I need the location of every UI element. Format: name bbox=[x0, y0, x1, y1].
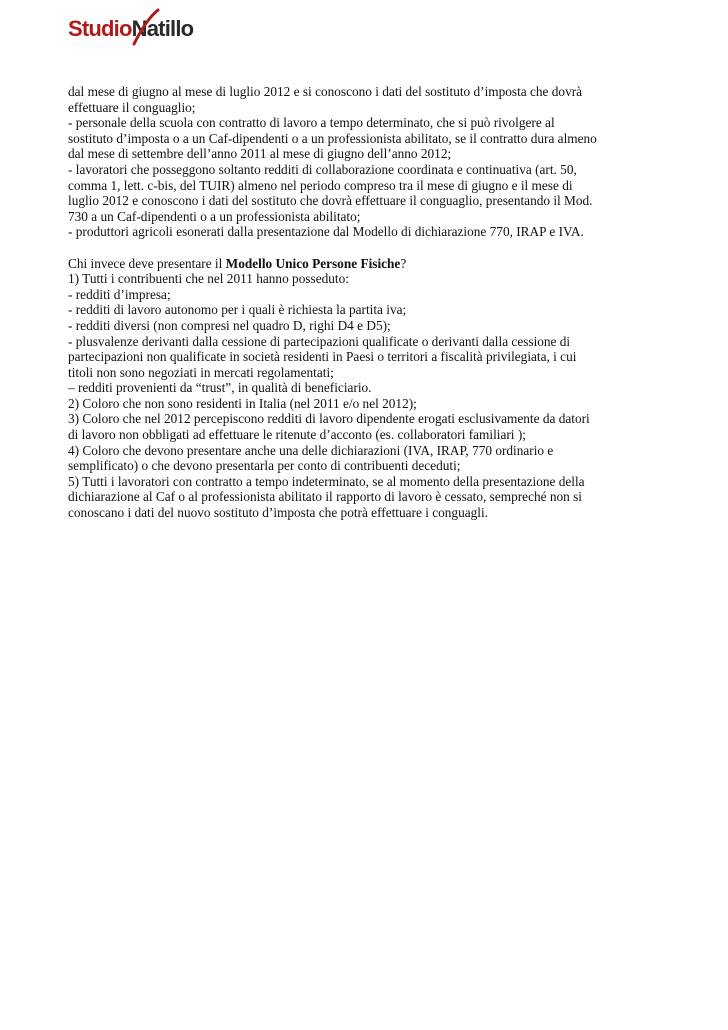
question-text-before: Chi invece deve presentare il bbox=[68, 255, 226, 271]
text-line: 1) Tutti i contribuenti che nel 2011 hanno posseduto: bbox=[68, 271, 349, 287]
studio-natillo-logo bbox=[68, 14, 193, 44]
question-model-name: Modello Unico Persone Fisiche bbox=[225, 255, 401, 271]
logo-studio-text: Studio bbox=[68, 16, 132, 41]
text-line: 5) Tutti i lavoratori con contratto a tempo indeterminato, se al momento della presentazione della bbox=[68, 473, 585, 489]
text-line: - redditi d’impresa; bbox=[68, 286, 171, 302]
document-body bbox=[68, 84, 668, 521]
text-line: 3) Coloro che nel 2012 percepiscono redditi di lavoro dipendente erogati esclusivamente da datori bbox=[68, 411, 590, 427]
paragraph-unico-requirements bbox=[68, 271, 668, 521]
text-line: sostituto d’imposta o a un Caf-dipendenti o a un professionista abilitato, se il contratto dura almeno bbox=[68, 130, 597, 146]
text-line: - personale della scuola con contratto di lavoro a tempo determinato, che si può rivolgere al bbox=[68, 115, 555, 131]
text-line: 2) Coloro che non sono residenti in Italia (nel 2011 e/o nel 2012); bbox=[68, 395, 417, 411]
text-line: partecipazioni non qualificate in società residenti in Paesi o territori a fiscalità privilegiata, i cui bbox=[68, 349, 577, 365]
text-line: - redditi di lavoro autonomo per i quali è richiesta la partita iva; bbox=[68, 302, 407, 318]
text-line: – redditi provenienti da “trust”, in qualità di beneficiario. bbox=[68, 380, 372, 396]
logo-swoosh-icon bbox=[128, 8, 164, 48]
text-line: conoscano i dati del nuovo sostituto d’imposta che potrà effettuare i conguagli. bbox=[68, 505, 488, 521]
text-line: di lavoro non obbligati ad effettuare le ritenute d’acconto (es. collaboratori familiari ); bbox=[68, 427, 526, 443]
paragraph-gap bbox=[68, 240, 668, 256]
question-mark: ? bbox=[400, 255, 407, 271]
question-heading bbox=[68, 256, 668, 272]
text-line: comma 1, lett. c-bis, del TUIR) almeno nel periodo compreso tra il mese di giugno e il mese di bbox=[68, 177, 573, 193]
text-line: dal mese di giugno al mese di luglio 2012 e si conoscono i dati del sostituto d’imposta che dovrà bbox=[68, 84, 583, 99]
text-line: - produttori agricoli esonerati dalla presentazione dal Modello di dichiarazione 770, IRAP e IVA. bbox=[68, 224, 584, 240]
text-line: semplificato) o che devono presentarla per conto di contribuenti deceduti; bbox=[68, 458, 461, 474]
text-line: effettuare il conguaglio; bbox=[68, 99, 196, 115]
text-line: 730 a un Caf-dipendenti o a un professionista abilitato; bbox=[68, 208, 361, 224]
text-line: - redditi diversi (non compresi nel quadro D, righi D4 e D5); bbox=[68, 317, 391, 333]
text-line: titoli non sono negoziati in mercati regolamentati; bbox=[68, 364, 334, 380]
text-line: luglio 2012 e conoscono i dati del sostituto che dovrà effettuare il conguaglio, presentando il Mod. bbox=[68, 193, 593, 209]
text-line: dichiarazione al Caf o al professionista abilitato il rapporto di lavoro è cessato, sempreché non si bbox=[68, 489, 582, 505]
text-line: dal mese di settembre dell’anno 2011 al mese di giugno dell’anno 2012; bbox=[68, 146, 452, 162]
paragraph-eligible-730 bbox=[68, 84, 668, 240]
text-line: - plusvalenze derivanti dalla cessione di partecipazioni qualificate o derivanti dalla cessione di bbox=[68, 333, 571, 349]
text-line: - lavoratori che posseggono soltanto redditi di collaborazione coordinata e continuativa (art. 50, bbox=[68, 161, 577, 177]
text-line: 4) Coloro che devono presentare anche una delle dichiarazioni (IVA, IRAP, 770 ordinario e bbox=[68, 442, 554, 458]
logo-natillo-text: Natillo bbox=[131, 16, 194, 41]
